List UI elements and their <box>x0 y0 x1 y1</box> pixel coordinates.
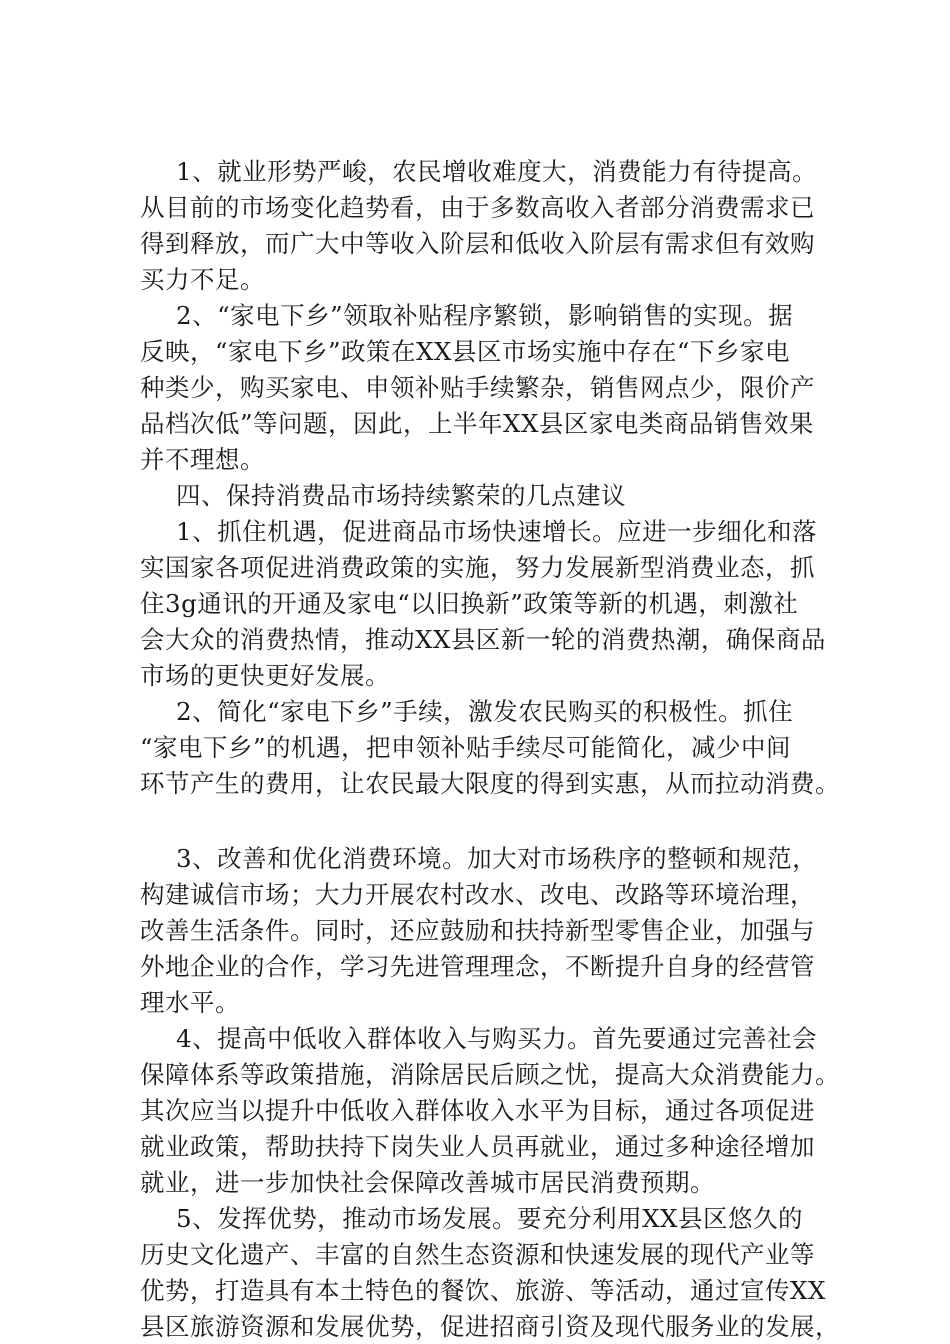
text-line: 其次应当以提升中低收入群体收入水平为目标，通过各项促进 <box>140 1096 815 1125</box>
text-line: 县区旅游资源和发展优势，促进招商引资及现代服务业的发展， <box>140 1312 840 1341</box>
text-line: 保障体系等政策措施，消除居民后顾之忧，提高大众消费能力。 <box>140 1060 840 1089</box>
text-line: “家电下乡”的机遇，把申领补贴手续尽可能简化，减少中间 <box>140 733 792 762</box>
text-line: 住3g通讯的开通及家电“以旧换新”政策等新的机遇，刺激社 <box>140 589 799 618</box>
text-line: 得到释放，而广大中等收入阶层和低收入阶层有需求但有效购 <box>140 229 815 258</box>
text-line: 构建诚信市场；大力开展农村改水、改电、改路等环境治理， <box>140 880 815 909</box>
text-line: 1、就业形势严峻，农民增收难度大，消费能力有待提高。 <box>176 157 818 186</box>
text-line: 1、抓住机遇，促进商品市场快速增长。应进一步细化和落 <box>176 517 818 546</box>
text-line: 环节产生的费用，让农民最大限度的得到实惠，从而拉动消费。 <box>140 769 840 798</box>
text-line: 优势，打造具有本土特色的餐饮、旅游、等活动，通过宣传XX <box>140 1276 826 1305</box>
section-heading: 四、保持消费品市场持续繁荣的几点建议 <box>176 481 626 510</box>
text-line: 外地企业的合作，学习先进管理理念，不断提升自身的经营管 <box>140 952 815 981</box>
text-line: 实国家各项促进消费政策的实施，努力发展新型消费业态，抓 <box>140 553 815 582</box>
text-line: 从目前的市场变化趋势看，由于多数高收入者部分消费需求已 <box>140 193 815 222</box>
text-line: 买力不足。 <box>140 265 265 294</box>
text-line: 反映，“家电下乡”政策在XX县区市场实施中存在“下乡家电 <box>140 337 790 366</box>
text-line: 就业，进一步加快社会保障改善城市居民消费预期。 <box>140 1168 715 1197</box>
text-line: 并不理想。 <box>140 445 265 474</box>
text-line: 市场的更快更好发展。 <box>140 661 390 690</box>
text-line: 5、发挥优势，推动市场发展。要充分利用XX县区悠久的 <box>176 1204 803 1233</box>
text-line: 就业政策，帮助扶持下岗失业人员再就业，通过多种途径增加 <box>140 1132 815 1161</box>
text-line: 2、简化“家电下乡”手续，激发农民购买的积极性。抓住 <box>176 697 794 726</box>
text-line: 种类少，购买家电、申领补贴手续繁杂，销售网点少，限价产 <box>140 373 815 402</box>
text-line: 改善生活条件。同时，还应鼓励和扶持新型零售企业，加强与 <box>140 916 815 945</box>
text-line: 会大众的消费热情，推动XX县区新一轮的消费热潮，确保商品 <box>140 625 826 654</box>
text-line: 品档次低”等问题，因此，上半年XX县区家电类商品销售效果 <box>140 409 814 438</box>
text-line: 历史文化遗产、丰富的自然生态资源和快速发展的现代产业等 <box>140 1240 815 1269</box>
text-line: 2、“家电下乡”领取补贴程序繁锁，影响销售的实现。据 <box>176 301 794 330</box>
text-line: 4、提高中低收入群体收入与购买力。首先要通过完善社会 <box>176 1024 818 1053</box>
text-line: 理水平。 <box>140 988 240 1017</box>
text-line: 3、改善和优化消费环境。加大对市场秩序的整顿和规范， <box>176 844 818 873</box>
